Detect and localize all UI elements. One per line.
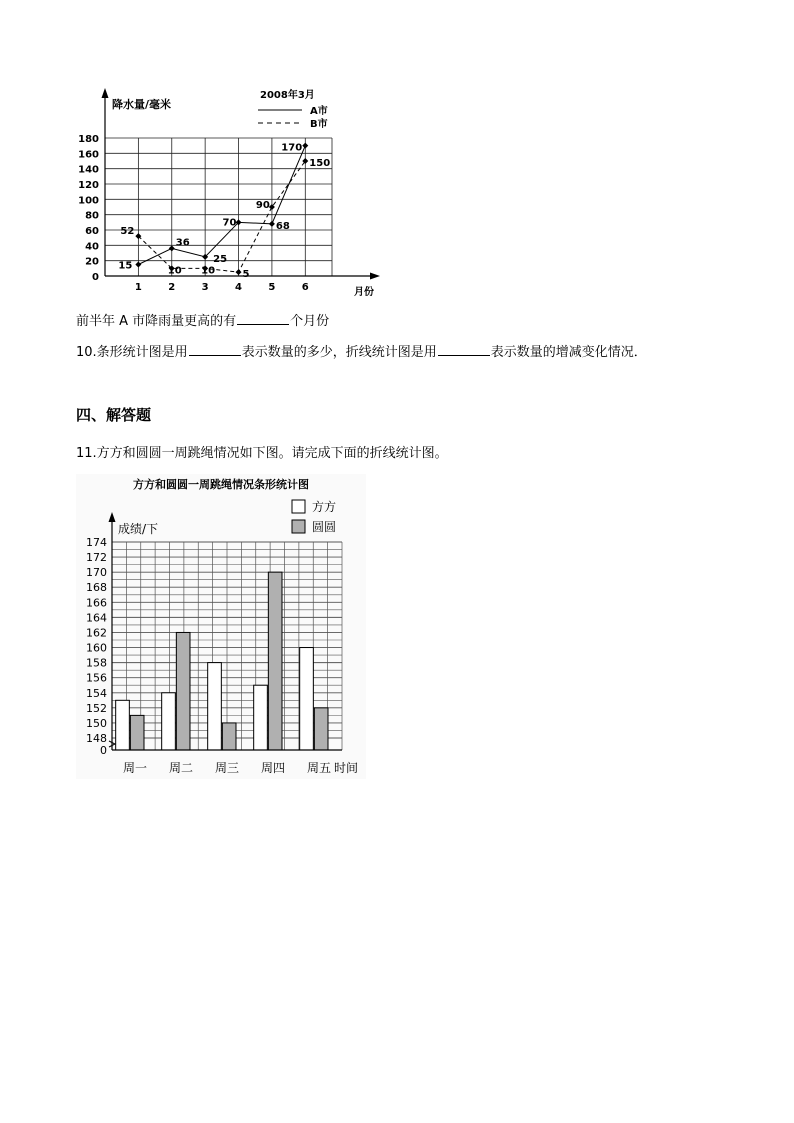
bar-chart-xlabel: 时间 <box>334 761 359 775</box>
y-tick-label: 148 <box>86 732 107 745</box>
x-tick-label: 2 <box>168 282 176 293</box>
bar-圆圆-周二 <box>176 632 190 750</box>
data-label: 36 <box>175 237 190 249</box>
data-point <box>135 262 141 268</box>
y-tick-label: 156 <box>86 671 107 685</box>
y-tick-label: 60 <box>85 226 99 237</box>
bar-方方-周一 <box>116 700 130 750</box>
y-tick-label: 154 <box>86 686 107 700</box>
question-10-text-a: 10.条形统计图是用 <box>76 345 188 360</box>
line-chart-title: 2008年3月 <box>260 90 315 101</box>
legend-swatch-方方 <box>292 500 305 513</box>
line-chart-tick-labels <box>78 134 309 293</box>
y-tick-label: 140 <box>78 164 99 176</box>
y-tick-label: 120 <box>78 180 99 191</box>
answer-blank[interactable] <box>237 312 289 325</box>
data-label: 52 <box>120 226 135 238</box>
series-line-A市 <box>138 146 305 265</box>
x-tick-label: 4 <box>235 282 243 293</box>
data-label: 68 <box>275 220 290 232</box>
question-11-text: 11.方方和圆圆一周跳绳情况如下图。请完成下面的折线统计图。 <box>76 446 448 461</box>
legend-label: 方方 <box>312 500 337 514</box>
answer-blank[interactable] <box>438 343 490 356</box>
y-tick-label: 40 <box>85 241 99 253</box>
legend-label: B市 <box>310 119 328 130</box>
y-tick-label: 180 <box>78 134 99 145</box>
section-title: 四、解答题 <box>76 406 152 424</box>
x-tick-label: 周五 <box>306 761 332 775</box>
question-9 <box>76 312 329 331</box>
bar-方方-周四 <box>254 685 268 750</box>
bar-圆圆-周四 <box>268 572 282 750</box>
data-point <box>169 245 175 251</box>
bar-方方-周三 <box>208 663 222 750</box>
bar-圆圆-周五 <box>314 708 328 750</box>
jump-rope-bar-chart <box>76 474 366 779</box>
y-tick-label: 150 <box>86 716 107 730</box>
data-label: 15 <box>118 260 133 272</box>
bar-圆圆-周一 <box>130 715 144 750</box>
question-10 <box>76 343 647 362</box>
legend-swatch-圆圆 <box>292 520 305 533</box>
x-tick-label: 5 <box>268 282 276 293</box>
y-tick-label: 152 <box>86 701 107 715</box>
y-tick-label: 164 <box>86 611 107 625</box>
y-tick-label: 160 <box>78 149 99 161</box>
data-label: 170 <box>281 142 303 154</box>
line-chart-legend <box>258 104 328 130</box>
x-axis-arrow <box>370 273 380 280</box>
precipitation-line-chart <box>70 80 400 305</box>
data-label: 70 <box>222 217 237 229</box>
question-9-text-a: 前半年 A 市降雨量更高的有 <box>76 314 237 329</box>
y-tick-label: 0 <box>92 272 99 283</box>
line-chart-ylabel: 降水量/毫米 <box>112 98 172 111</box>
answer-blank[interactable] <box>189 343 241 356</box>
y-tick-label: 162 <box>86 626 107 640</box>
data-label: 5 <box>242 269 250 281</box>
x-tick-label: 周四 <box>260 761 286 775</box>
question-10-text-b: 表示数量的多少，折线统计图是用 <box>241 345 437 360</box>
data-label: 25 <box>213 253 228 265</box>
bar-方方-周五 <box>300 648 314 750</box>
x-tick-label: 周三 <box>214 761 240 775</box>
y-tick-label: 174 <box>86 536 107 549</box>
bar-chart-title: 方方和圆圆一周跳绳情况条形统计图 <box>133 478 309 491</box>
x-tick-label: 周一 <box>122 761 148 775</box>
x-tick-label: 1 <box>134 282 142 293</box>
y-tick-label: 80 <box>85 210 99 222</box>
line-chart-xlabel: 月份 <box>354 287 374 298</box>
bar-圆圆-周三 <box>222 723 236 750</box>
line-chart-data-labels <box>118 143 330 281</box>
data-label: 10 <box>201 265 216 277</box>
y-tick-label: 160 <box>86 641 107 655</box>
bar-chart-ylabel: 成绩/下 <box>118 522 159 536</box>
question-9-text-b: 个月份 <box>290 314 330 329</box>
y-axis-arrow <box>102 88 109 98</box>
x-tick-label: 周二 <box>168 761 194 775</box>
data-label: 150 <box>309 158 331 169</box>
y-tick-label: 100 <box>78 195 99 207</box>
y-tick-label: 158 <box>86 656 107 670</box>
y-tick-label: 172 <box>86 551 107 565</box>
x-tick-label: 6 <box>301 282 309 293</box>
y-tick-label: 0 <box>100 744 107 757</box>
x-tick-label: 3 <box>201 282 209 293</box>
question-10-text-c: 表示数量的增减变化情况． <box>490 345 647 360</box>
legend-label: 圆圆 <box>312 520 337 534</box>
data-point <box>302 143 308 149</box>
y-tick-label: 20 <box>85 256 99 268</box>
data-point <box>269 221 275 227</box>
y-tick-label: 170 <box>86 566 107 580</box>
y-tick-label: 168 <box>86 581 107 595</box>
data-label: 90 <box>255 200 270 211</box>
y-tick-label: 166 <box>86 596 107 610</box>
data-label: 10 <box>167 265 182 277</box>
data-point <box>236 269 242 275</box>
bar-方方-周二 <box>162 693 176 750</box>
legend-label: A市 <box>310 106 328 117</box>
